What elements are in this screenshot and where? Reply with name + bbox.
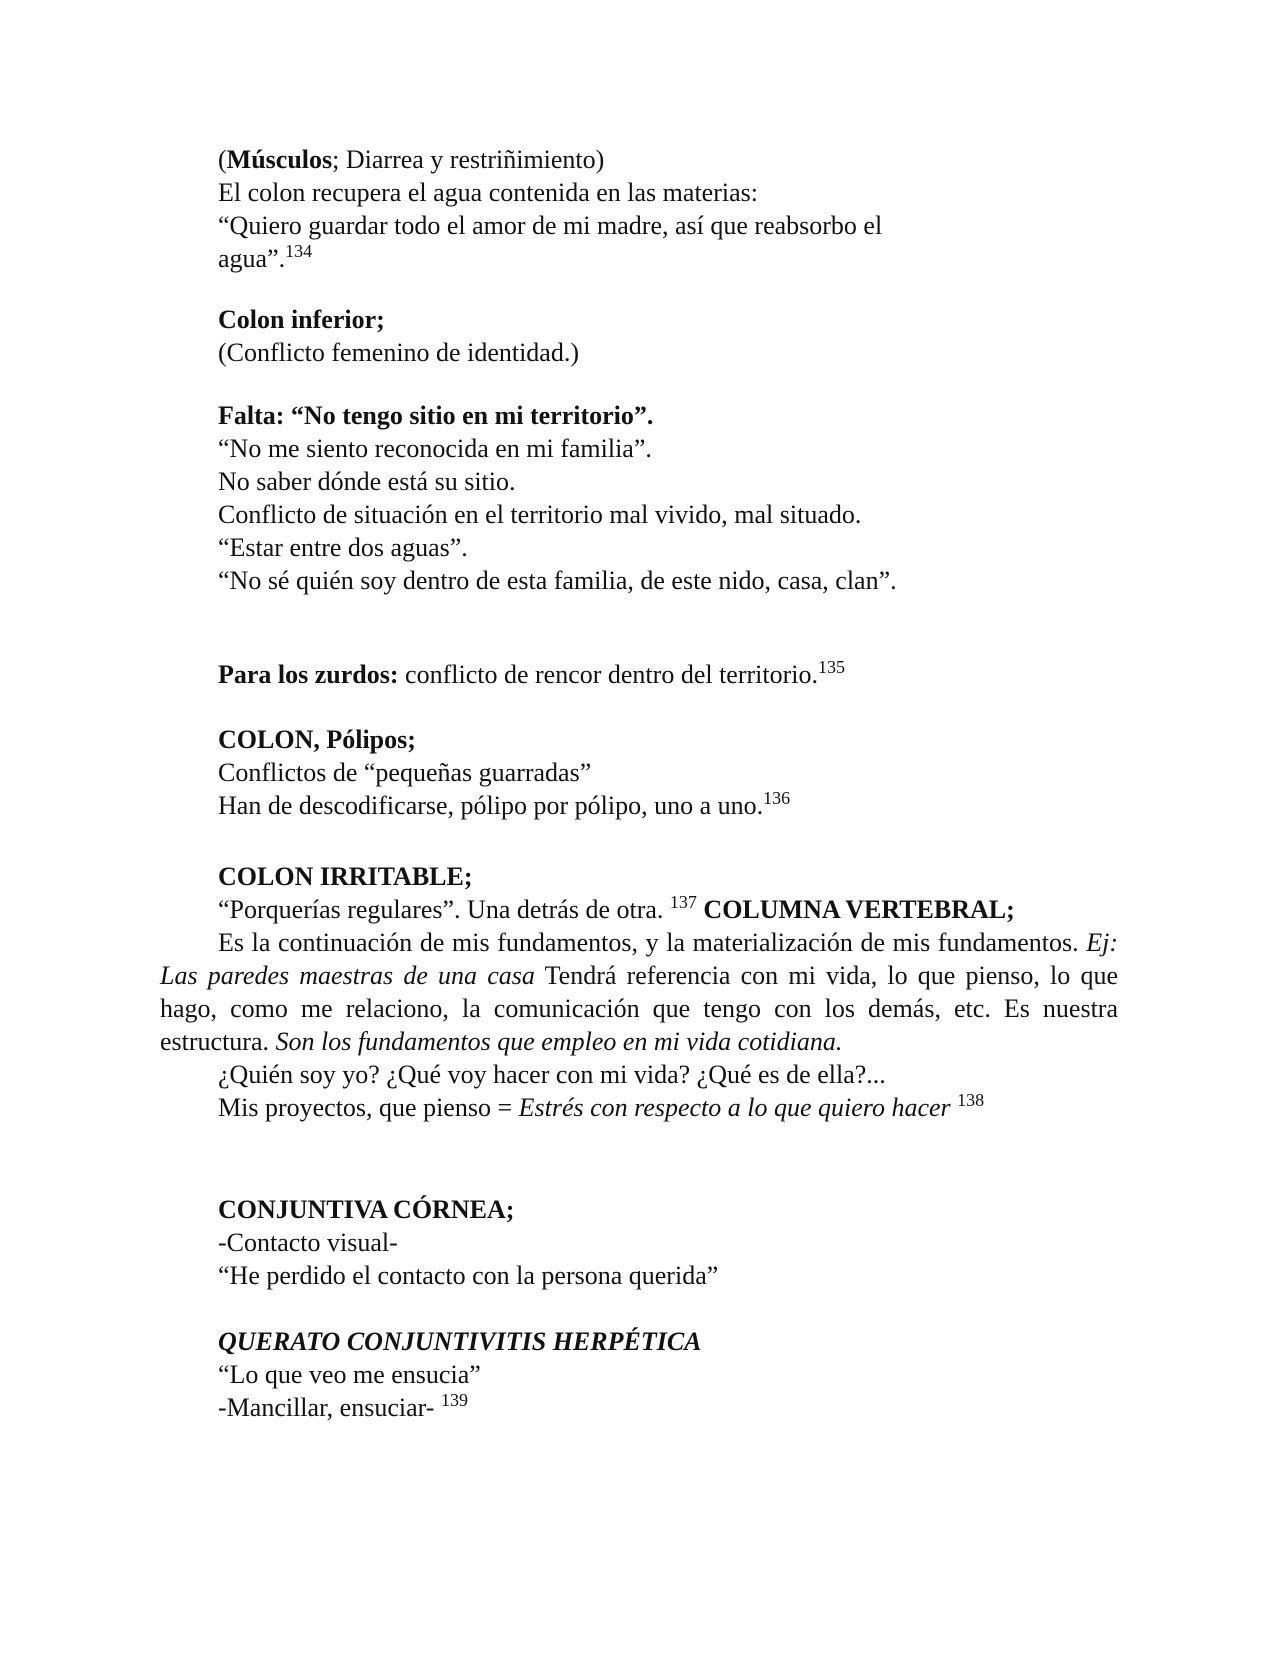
zurdos-section — [218, 658, 1118, 691]
falta-line: “No me siento reconocida en mi familia”. — [218, 434, 652, 463]
footnote-ref-138: 138 — [957, 1090, 985, 1110]
colon-inferior-line: (Conflicto femenino de identidad.) — [218, 338, 580, 367]
querato-heading — [218, 1325, 1118, 1358]
querato-line-2 — [218, 1391, 1118, 1424]
falta-line: Conflicto de situación en el territorio mal vivido, mal situado. — [218, 500, 862, 529]
polipos-line-1: Conflictos de “pequeñas guarradas” — [218, 758, 592, 787]
footnote-ref-136: 136 — [763, 788, 791, 808]
columna-p3-text: Mis proyectos, que pienso = — [218, 1093, 519, 1122]
irritable-heading-text: COLON IRRITABLE; — [218, 862, 473, 891]
colon-inferior-heading — [218, 303, 1118, 336]
columna-p3-italic: Estrés con respecto a lo que quiero hacer — [518, 1093, 951, 1122]
polipos-heading — [218, 723, 1118, 756]
irritable-line-text: “Porquerías regulares”. Una detrás de otra. — [218, 895, 670, 924]
columna-paragraph-2: ¿Quién soy yo? ¿Qué voy hacer con mi vida? ¿Qué es de ella?... — [218, 1060, 886, 1089]
falta-heading-text: Falta: “No tengo sitio en mi territorio”. — [218, 401, 654, 430]
conjuntiva-line-1: -Contacto visual- — [218, 1228, 398, 1257]
polipos-heading-text: COLON, Pólipos; — [218, 725, 416, 754]
falta-line: No saber dónde está su sitio. — [218, 467, 516, 496]
colon-section — [218, 143, 1118, 275]
falta-heading — [218, 399, 1118, 432]
columna-paragraph-3 — [160, 1091, 1118, 1124]
polipos-line-2-text: Han de descodificarse, pólipo por pólipo, uno a uno. — [218, 791, 764, 820]
footnote-ref-139: 139 — [440, 1390, 468, 1410]
colon-line-3: “Quiero guardar todo el amor de mi madre, así que reabsorbo el — [218, 211, 883, 240]
falta-section — [218, 399, 1118, 597]
falta-line: “Estar entre dos aguas”. — [218, 533, 468, 562]
polipos-line-2 — [218, 789, 1118, 822]
colon-line-1 — [218, 143, 1118, 176]
conjuntiva-heading — [218, 1193, 1118, 1226]
columna-p1-text-b: Tendrá referencia con mi vida, lo que pienso, lo que hago, como me relaciono, la comunicación que tengo con los demás, etc. Es nuestra estructura. — [160, 961, 1118, 1056]
columna-vertebral-heading: COLUMNA VERTEBRAL; — [696, 895, 1015, 924]
footnote-ref-135: 135 — [818, 657, 845, 677]
conjuntiva-section — [218, 1193, 1118, 1292]
querato-line-1: “Lo que veo me ensucia” — [218, 1360, 481, 1389]
columna-p1-italic-1: Ej: Las paredes maestras de una casa — [160, 928, 1118, 990]
polipos-section — [218, 723, 1118, 822]
columna-p1-italic-2: Son los fundamentos que empleo en mi vida cotidiana. — [275, 1027, 843, 1056]
colon-line-1-rest: ; Diarrea y restriñimiento) — [332, 145, 605, 174]
zurdos-rest: conflicto de rencor dentro del territorio. — [398, 660, 818, 689]
colon-line-4 — [218, 242, 1118, 275]
querato-section — [218, 1325, 1118, 1424]
paren-open: ( — [218, 145, 227, 174]
columna-paragraph-1 — [160, 926, 1118, 1058]
conjuntiva-heading-text: CONJUNTIVA CÓRNEA; — [218, 1195, 515, 1224]
irritable-heading — [218, 860, 1118, 893]
footnote-ref-134: 134 — [285, 241, 313, 261]
columna-section — [160, 926, 1118, 1124]
colon-inferior-heading-text: Colon inferior; — [218, 305, 385, 334]
footnote-ref-137: 137 — [669, 892, 697, 912]
colon-line-2: El colon recupera el agua contenida en las materias: — [218, 178, 758, 207]
irritable-section — [218, 860, 1118, 926]
colon-line-4-text: agua”. — [218, 244, 286, 273]
querato-heading-text: QUERATO CONJUNTIVITIS HERPÉTICA — [218, 1327, 702, 1356]
falta-line: “No sé quién soy dentro de esta familia, de este nido, casa, clan”. — [218, 566, 897, 595]
zurdos-line — [218, 658, 1118, 691]
zurdos-bold: Para los zurdos: — [218, 660, 399, 689]
columna-p1-text-a: Es la continuación de mis fundamentos, y la materialización de mis fundamentos. — [218, 928, 1087, 957]
colon-inferior-section — [218, 303, 1118, 369]
conjuntiva-line-2: “He perdido el contacto con la persona querida” — [218, 1261, 719, 1290]
irritable-line — [218, 893, 1118, 926]
querato-line-2-text: -Mancillar, ensuciar- — [218, 1393, 441, 1422]
musculos-bold: Músculos — [226, 145, 333, 174]
